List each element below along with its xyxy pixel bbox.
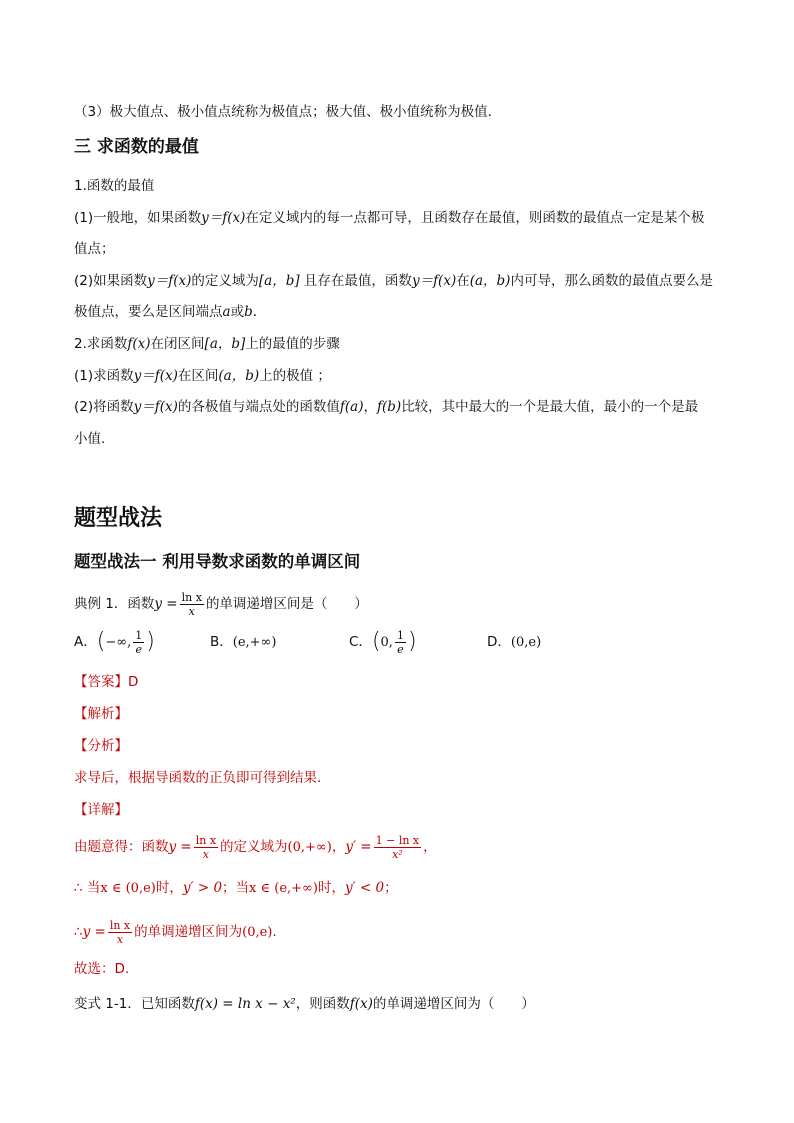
numerator: ln x	[195, 833, 217, 847]
text: 2.求函数	[74, 336, 128, 352]
fenxi-text: 求导后，根据导函数的正负即可得到结果．	[74, 770, 331, 786]
math: f(x) = ln x − x²	[194, 996, 296, 1012]
text: (1)求函数	[74, 368, 134, 384]
paragraph-1b: 值点；	[74, 241, 115, 257]
math: y＝f(x)	[133, 368, 178, 384]
math: (a，b)	[218, 368, 260, 384]
math: x ∈ (0,e)	[100, 881, 156, 896]
subsection-2	[74, 335, 340, 353]
math: f(x)	[349, 996, 373, 1012]
option-c	[349, 627, 417, 658]
math: (e,+∞)	[232, 635, 277, 650]
step-2a	[74, 398, 698, 416]
text: 变式 1-1．已知函数	[74, 996, 195, 1012]
text: 在区间	[177, 368, 219, 384]
sub-heading: 题型战法一 利用导数求函数的单调区间	[74, 552, 361, 571]
text: 且存在最值，函数	[299, 273, 412, 289]
math: b.	[244, 304, 257, 320]
option-d	[487, 627, 541, 658]
text: ，	[363, 399, 377, 415]
section-heading-3: 三 求函数的最值	[74, 137, 199, 157]
paren-right: )	[407, 629, 417, 654]
text: 的定义域为	[191, 273, 259, 289]
text: 的单调递增区间为（ ）	[372, 996, 535, 1012]
option-b	[210, 627, 276, 658]
math: y＝f(x)	[201, 210, 246, 226]
option-label: D．	[487, 634, 511, 650]
text: 上的最值的步骤	[245, 336, 340, 352]
math: y =	[168, 839, 192, 855]
text: 典例 1．函数	[74, 596, 155, 612]
text: ，则函数	[295, 996, 350, 1012]
text: 在	[456, 273, 470, 289]
denominator: x	[202, 847, 209, 861]
text: 的单调递增区间为	[134, 924, 243, 940]
step-1	[74, 367, 331, 385]
denominator: x²	[392, 847, 403, 861]
denominator: e	[397, 642, 404, 656]
math: y =	[82, 924, 106, 940]
text: 由题意得：函数	[74, 839, 169, 855]
fraction	[194, 834, 218, 861]
fraction	[180, 591, 204, 618]
text: 极值点，要么是区间端点	[74, 304, 223, 320]
math: y＝f(x)	[411, 273, 457, 289]
math: y＝f(x)	[133, 399, 178, 415]
paren-left: (	[371, 629, 381, 654]
text: 的各极值与端点处的函数值	[177, 399, 340, 415]
subsection-1: 1.函数的最值	[74, 178, 155, 194]
math: y =	[154, 596, 178, 612]
fraction	[374, 834, 422, 861]
text: ；	[384, 880, 398, 896]
text: 比较，其中最大的一个是最大值，最小的一个是最	[401, 399, 699, 415]
fraction	[108, 919, 132, 946]
text: 时，	[317, 880, 345, 896]
text: (2)将函数	[74, 399, 134, 415]
text: 在闭区间	[150, 336, 205, 352]
fraction	[133, 629, 144, 656]
text: 上的极值 ；	[259, 368, 331, 384]
math: f(a)	[339, 399, 364, 415]
answer-label: 【答案】D	[74, 674, 139, 690]
detail-line-2	[74, 879, 398, 898]
math: f(b)	[377, 399, 402, 415]
option-label: C．	[349, 634, 372, 650]
math: 0,	[380, 635, 393, 650]
text: 的单调递增区间是（ ）	[205, 596, 368, 612]
text: .	[272, 924, 277, 940]
text: ∴	[74, 924, 83, 940]
detail-line-3	[74, 914, 277, 951]
text: ；当	[222, 880, 250, 896]
math: y′ > 0	[182, 880, 223, 896]
numerator: 1 − ln x	[375, 833, 420, 847]
math: (0,+∞)	[287, 840, 332, 855]
text: (2)如果函数	[74, 273, 148, 289]
detail-line-4: 故选：D.	[74, 961, 130, 977]
numerator: 1	[135, 628, 143, 642]
text-line: （3）极大值点、极小值点统称为极值点；极大值、极小值统称为极值．	[74, 104, 502, 120]
fraction	[395, 629, 406, 656]
main-heading: 题型战法	[74, 506, 163, 531]
math: x ∈ (e,+∞)	[249, 881, 318, 896]
paragraph-2a	[74, 272, 713, 290]
text: 内可导，那么函数的最值点要么是	[510, 273, 713, 289]
text: 在定义域内的每一点都可导，且函数存在最值，则函数的最值点一定是某个极	[245, 210, 705, 226]
detail-line-1	[74, 829, 437, 866]
math: (0,e)	[242, 925, 273, 940]
text: 时，	[155, 880, 183, 896]
option-label: B．	[210, 634, 233, 650]
math: (0,e)	[510, 635, 542, 650]
step-2b: 小值.	[74, 431, 106, 447]
math: [a，b]	[204, 336, 246, 352]
math: (a，b)	[469, 273, 511, 289]
text: ∴ 当	[74, 880, 101, 896]
text: ，	[331, 839, 346, 855]
math: y′ =	[345, 839, 372, 855]
paren-right: )	[146, 629, 155, 654]
text: 或	[230, 304, 245, 320]
paragraph-1a	[74, 209, 704, 227]
fenxi-label: 【分析】	[74, 738, 128, 754]
text: 的定义域为	[220, 839, 288, 855]
math: [a，b]	[258, 273, 300, 289]
analysis-label: 【解析】	[74, 706, 128, 722]
math: y′ < 0	[344, 880, 385, 896]
math: y＝f(x)	[147, 273, 192, 289]
paragraph-2b	[74, 303, 257, 321]
variant-question	[74, 995, 535, 1013]
detail-label: 【详解】	[74, 802, 128, 818]
numerator: ln x	[109, 918, 131, 932]
paren-left: (	[96, 629, 106, 654]
math: −∞,	[105, 635, 132, 650]
numerator: 1	[396, 628, 404, 642]
denominator: x	[116, 932, 124, 946]
text: (1)一般地，如果函数	[74, 210, 202, 226]
math: f(x)	[127, 336, 151, 352]
math: a	[222, 304, 231, 320]
option-a	[74, 627, 155, 658]
text: ，	[423, 839, 437, 855]
option-label: A．	[74, 634, 97, 650]
numerator: ln x	[181, 590, 202, 604]
example-question	[74, 587, 368, 621]
denominator: x	[188, 604, 195, 618]
denominator: e	[135, 642, 142, 656]
